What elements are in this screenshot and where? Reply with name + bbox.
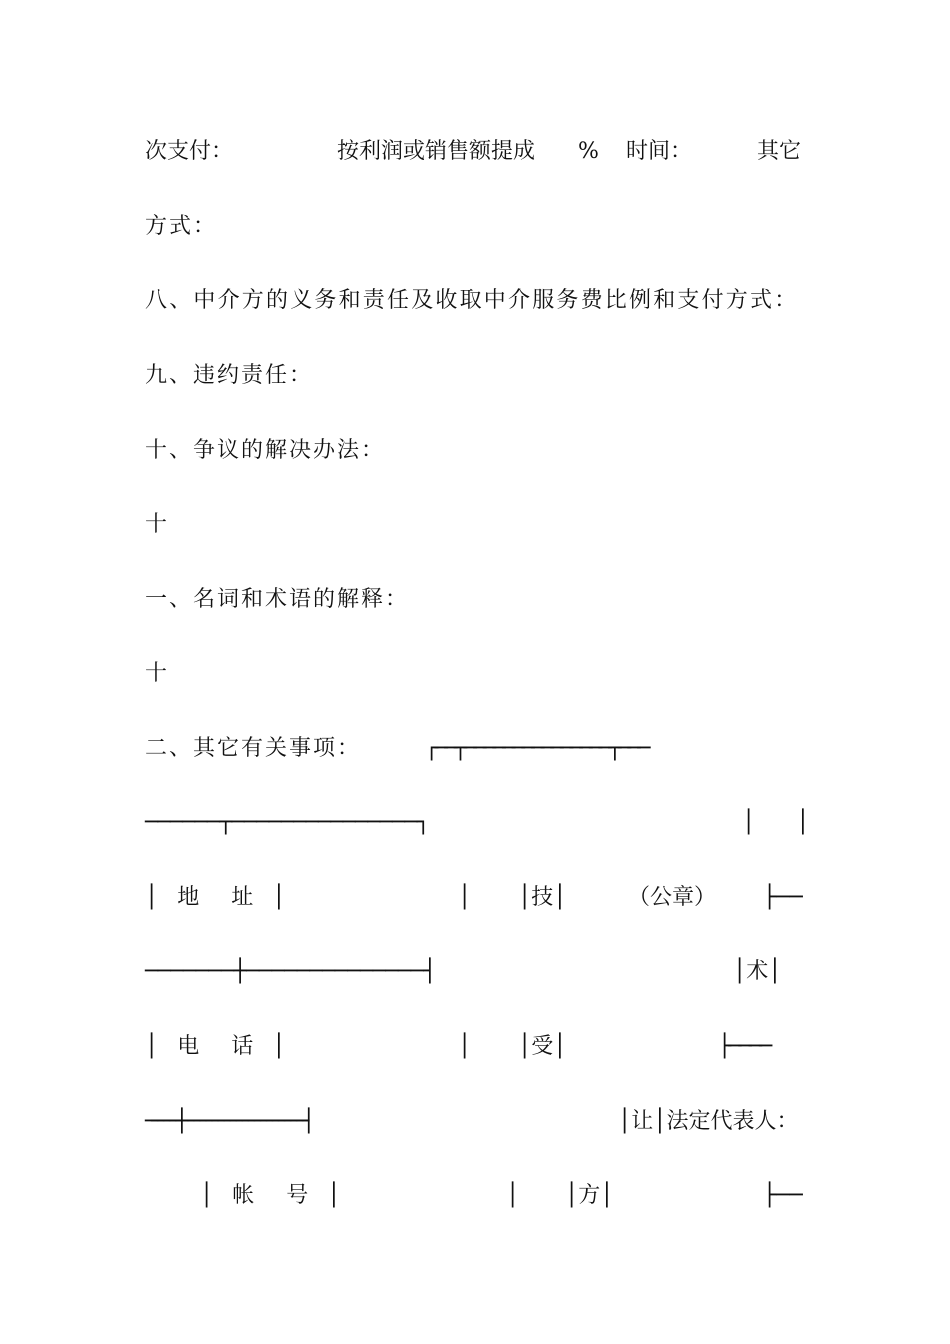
time-label: 时间：: [626, 139, 693, 164]
party-char-cell: │方│: [565, 1183, 614, 1208]
table-rule-1: ──────┬───────────────┐: [145, 810, 429, 835]
table-bars-1: │ │: [742, 810, 819, 835]
profit-share-label: 按利润或销售额提成: [337, 139, 536, 164]
percent-sign: %: [578, 139, 599, 164]
clause-10: 十、争议的解决办法：: [145, 438, 386, 463]
table-branch-3: ├──: [763, 1183, 803, 1208]
table-rule-2: ───────┼──────────────┤: [145, 959, 436, 984]
clause-12: 二、其它有关事项：: [145, 736, 362, 761]
legal-rep-cell: │让│法定代表人：: [618, 1109, 799, 1134]
table-top-border: ┌──┬───────────────┬───: [425, 736, 647, 761]
tech-char-cell: │技│: [518, 885, 567, 910]
account-value-bar: │: [506, 1183, 520, 1208]
clause-11: 一、名词和术语的解释：: [145, 587, 410, 612]
phone-cell: │ 电 话 │: [145, 1034, 292, 1059]
method-label: 方式：: [145, 214, 218, 239]
clause-8: 八、中介方的义务和责任及收取中介服务费比例和支付方式：: [145, 288, 799, 313]
table-branch-2: ├────: [718, 1034, 770, 1059]
payment-label: 次支付：: [145, 139, 234, 164]
phone-value-bar: │: [458, 1034, 472, 1059]
table-branch-1: ├──: [763, 885, 803, 910]
clause-12-prefix: 十: [145, 661, 170, 686]
table-rule-3: ─────┼────────────────────┤: [145, 1109, 309, 1134]
other-label: 其它: [757, 139, 802, 164]
receive-char-cell: │受│: [518, 1034, 567, 1059]
account-cell: │ 帐 号 │: [200, 1183, 347, 1208]
address-value-bar: │: [458, 885, 472, 910]
clause-9: 九、违约责任：: [145, 363, 314, 388]
official-seal-label: （公章）: [628, 885, 717, 910]
address-cell: │ 地 址 │: [145, 885, 292, 910]
art-char-cell: │术│: [733, 959, 782, 984]
clause-11-prefix: 十: [145, 512, 170, 537]
